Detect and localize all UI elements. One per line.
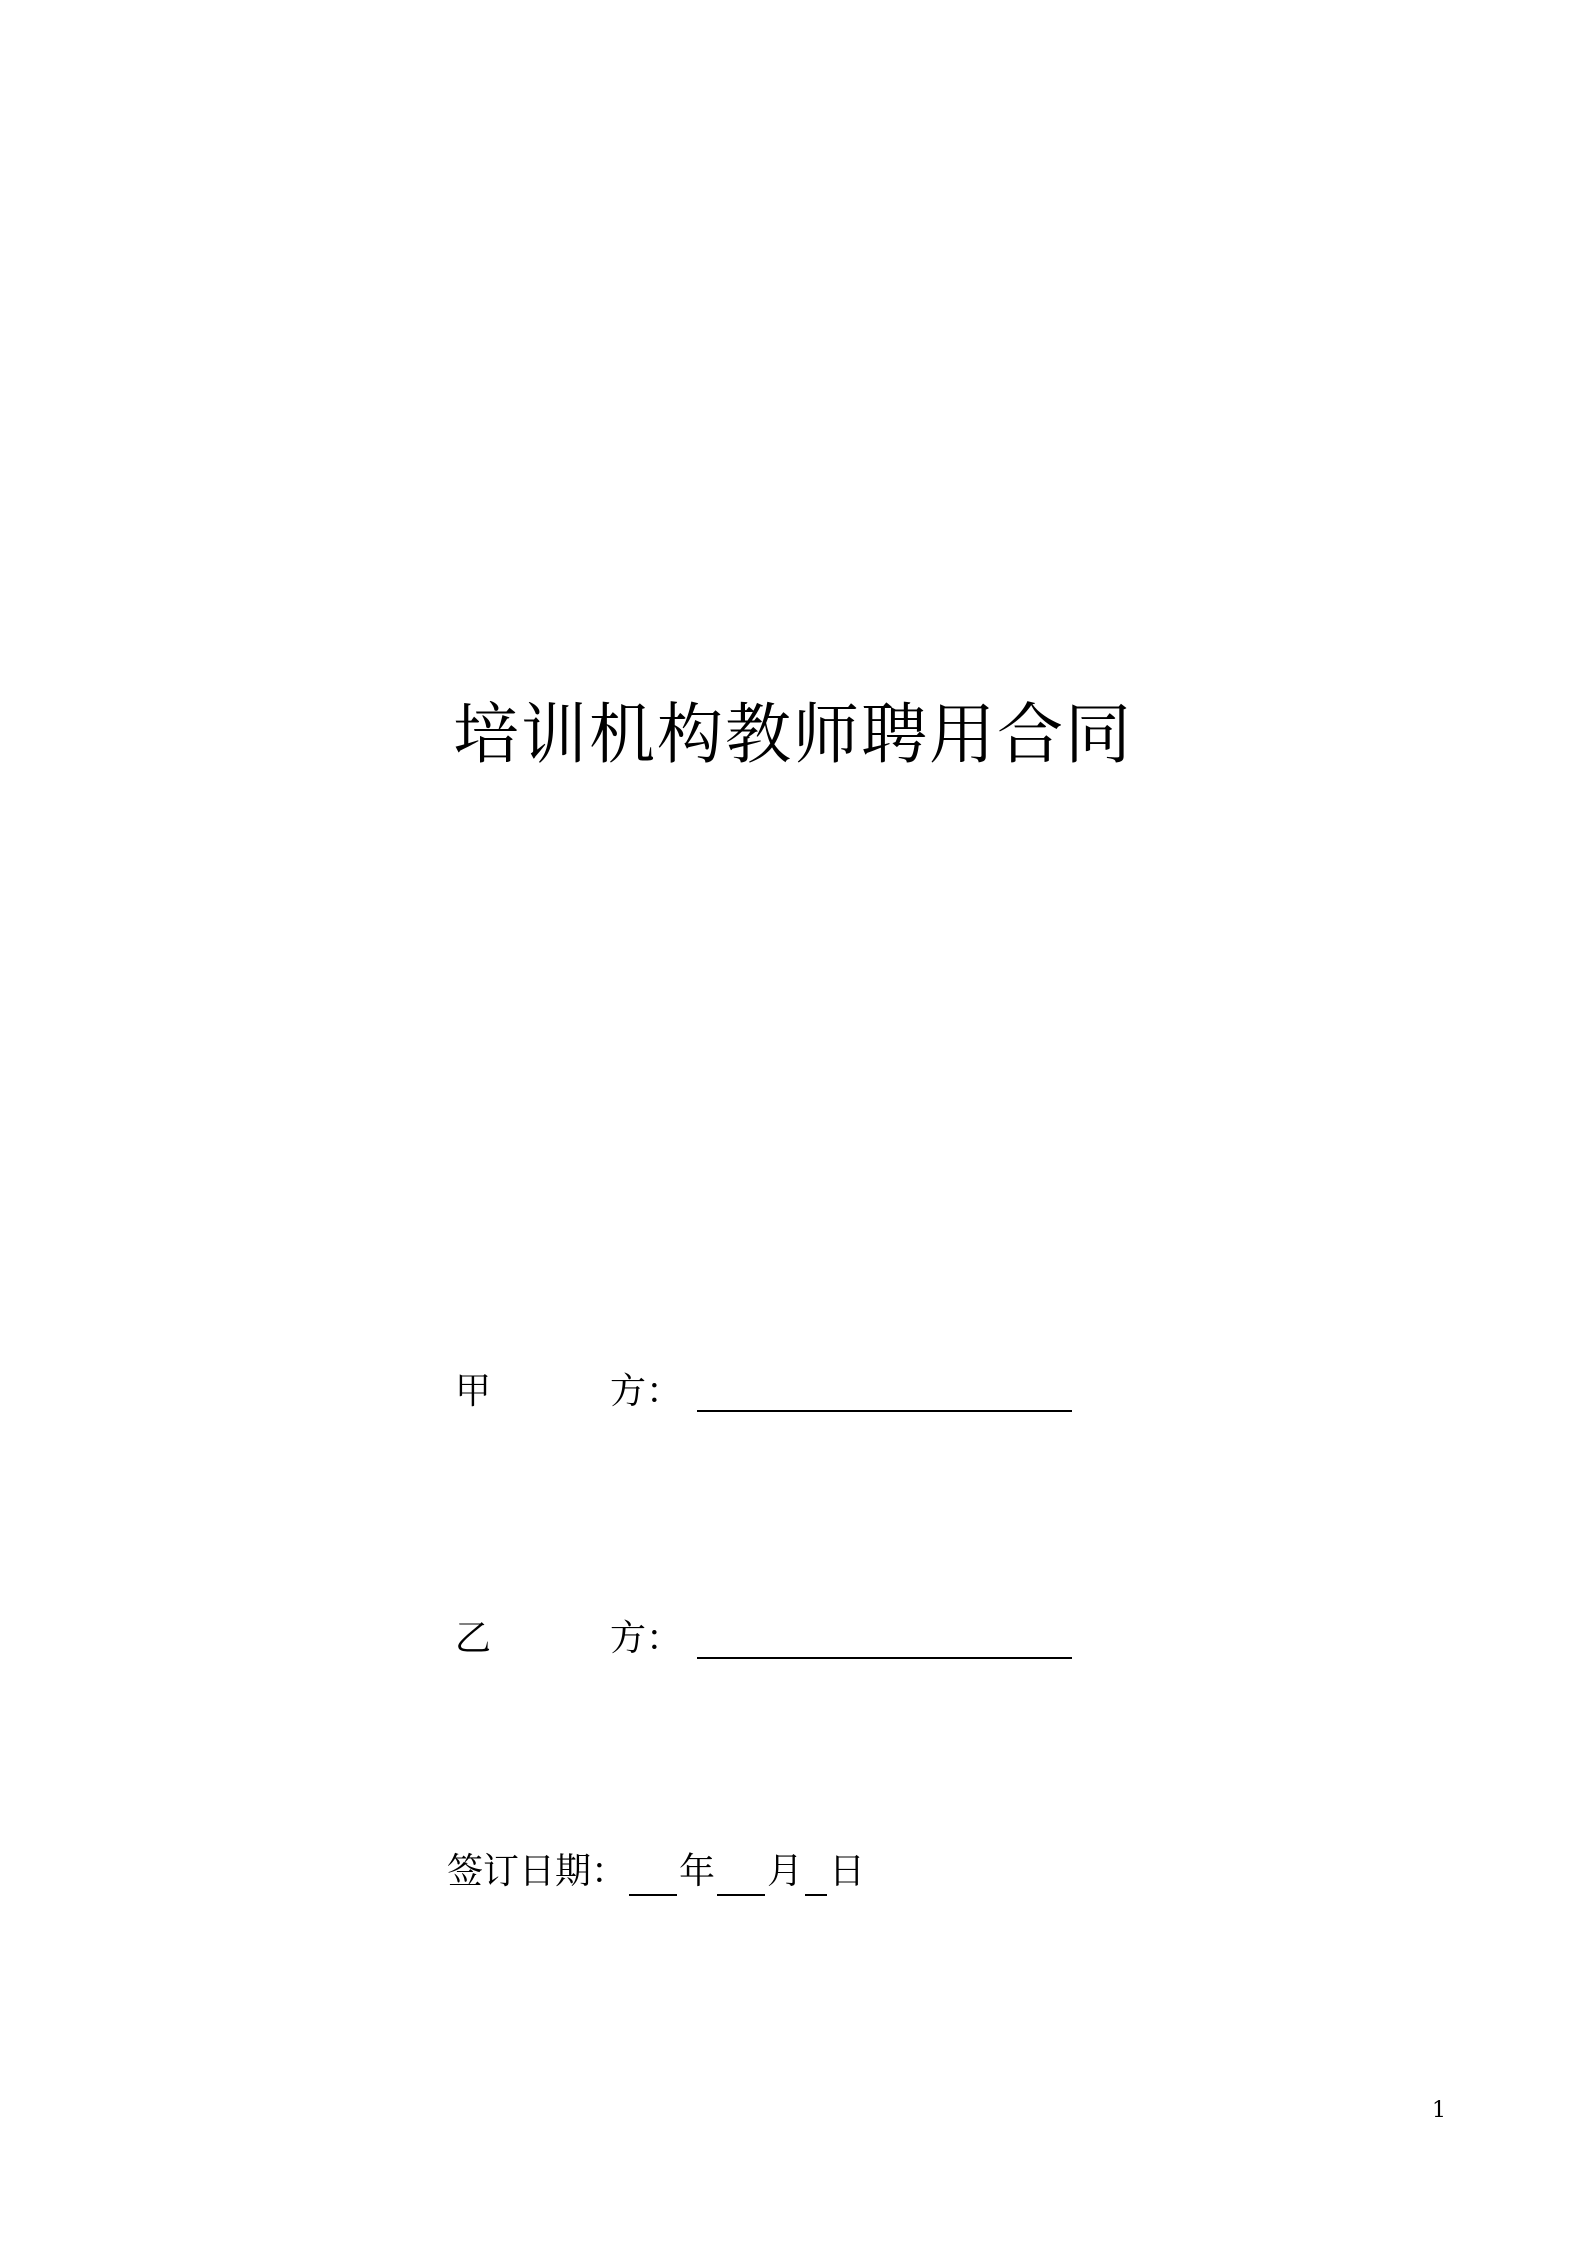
month-unit: 月 [767,1851,804,1892]
sign-date-label: 签订日期： [447,1851,628,1892]
party-b-label-second: 方： [610,1618,683,1659]
year-unit: 年 [679,1851,716,1892]
document-title: 培训机构教师聘用合同 [453,696,1133,773]
party-b-label-first: 乙 [455,1618,492,1659]
party-a-label-second: 方： [610,1371,683,1412]
party-a-blank-line [697,1410,1072,1412]
party-a-label-first: 甲 [455,1371,492,1412]
page-number: 1 [1432,2098,1446,2123]
day-unit: 日 [829,1851,866,1892]
sign-date-row [447,1848,865,1896]
party-b-blank-line [697,1657,1072,1659]
year-blank [629,1854,677,1896]
day-blank [805,1854,827,1896]
month-blank [717,1854,765,1896]
